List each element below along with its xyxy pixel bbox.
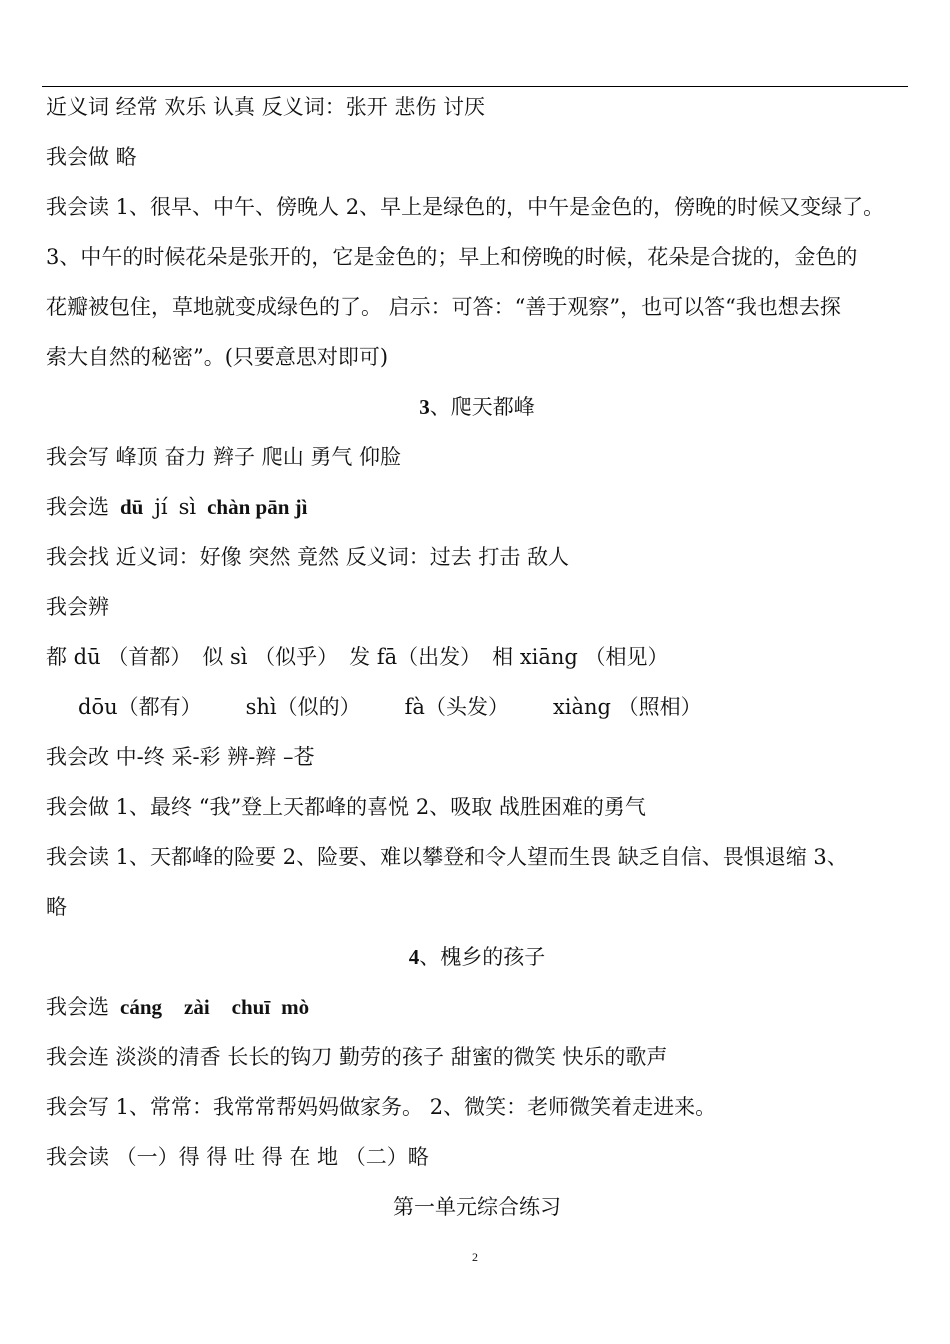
lesson4-choose xyxy=(46,982,908,1032)
lesson3-find: 我会找 近义词：好像 突然 竟然 反义词：过去 打击 敌人 xyxy=(46,545,570,569)
page-number: 2 xyxy=(472,1250,478,1264)
paragraph-line: 花瓣被包住，草地就变成绿色的了。 启示：可答：“善于观察”，也可以答“我也想去探 xyxy=(46,295,841,319)
lesson3-number: 3 xyxy=(419,395,430,419)
lesson3-read: 我会读 1、天都峰的险要 2、险要、难以攀登和令人望而生畏 缺乏自信、畏惧退缩 3、 xyxy=(46,845,848,869)
pinyin-pair: 都 dū （首都） xyxy=(46,645,192,669)
choose-label: 我会选 xyxy=(46,495,109,519)
pinyin-pair: shì（似的） xyxy=(245,695,361,719)
distinguish-row-1 xyxy=(46,632,908,682)
paragraph-line: 3、中午的时候花朵是张开的，它是金色的；早上和傍晚的时候，花朵是合拢的，金色的 xyxy=(46,245,858,269)
paragraph-line: 我会做 略 xyxy=(46,145,137,169)
lesson4-heading xyxy=(46,932,908,982)
lesson4-number: 4 xyxy=(408,945,420,969)
pinyin-pair: 似 sì （似乎） xyxy=(202,645,339,669)
paragraph-line: 索大自然的秘密”。(只要意思对即可) xyxy=(46,345,389,369)
antonym-synonym-line: 近义词 经常 欢乐 认真 反义词：张开 悲伤 讨厌 xyxy=(46,95,486,119)
lesson3-change: 我会改 中-终 采-彩 辨-辫 –苍 xyxy=(46,745,315,769)
unit-title: 第一单元综合练习 xyxy=(393,1195,561,1219)
pinyin-pair: 相 xiāng （相见） xyxy=(492,645,669,669)
pinyin-pair: 发 fā（出发） xyxy=(349,645,482,669)
lesson4-connect: 我会连 淡淡的清香 长长的钩刀 勤劳的孩子 甜蜜的微笑 快乐的歌声 xyxy=(46,1045,668,1069)
document-page xyxy=(46,82,908,1232)
pinyin-item: mò xyxy=(281,995,310,1019)
pinyin-pair: dōu（都有） xyxy=(78,695,202,719)
lesson3-title: 、爬天都峰 xyxy=(429,395,535,419)
pinyin-item: chuī xyxy=(231,995,271,1019)
lesson4-write: 我会写 1、常常：我常常帮妈妈做家务。 2、微笑：老师微笑着走进来。 xyxy=(46,1095,717,1119)
choose-label: 我会选 xyxy=(46,995,109,1019)
pinyin-item: cáng xyxy=(120,995,162,1019)
lesson3-choose xyxy=(46,482,908,532)
lesson4-read: 我会读 （一）得 得 吐 得 在 地 （二）略 xyxy=(46,1145,429,1169)
lesson3-distinguish: 我会辨 xyxy=(46,595,109,619)
pinyin-item: zài xyxy=(184,995,210,1019)
lesson4-title: 、槐乡的孩子 xyxy=(419,945,546,969)
pinyin-item: sì xyxy=(178,495,197,519)
distinguish-row-2 xyxy=(46,682,908,732)
pinyin-pair: fà（头发） xyxy=(404,695,509,719)
lesson3-write: 我会写 峰顶 奋力 辫子 爬山 勇气 仰脸 xyxy=(46,445,402,469)
lesson3-do: 我会做 1、最终 “我”登上天都峰的喜悦 2、吸取 战胜困难的勇气 xyxy=(46,795,646,819)
pinyin-item: chàn pān jì xyxy=(207,495,308,519)
lesson3-heading xyxy=(46,382,908,432)
lesson3-read-cont: 略 xyxy=(46,895,67,919)
pinyin-pair: xiàng （照相） xyxy=(552,695,702,719)
paragraph-line: 我会读 1、很早、中午、傍晚人 2、早上是绿色的，中午是金色的，傍晚的时候又变绿了。 xyxy=(46,195,885,219)
pinyin-item: dū xyxy=(120,495,144,519)
pinyin-item: jí xyxy=(154,495,168,519)
